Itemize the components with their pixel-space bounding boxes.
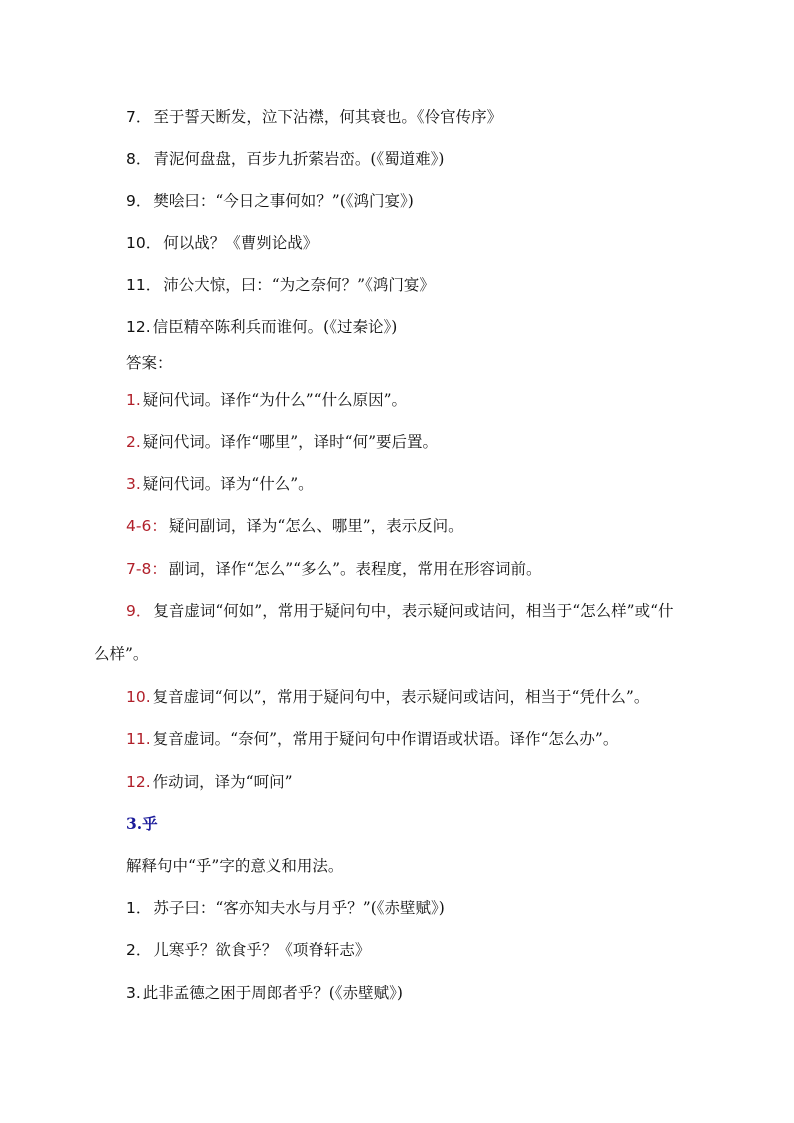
question-line xyxy=(126,190,414,212)
question-number: 3. xyxy=(126,984,141,1002)
question-text: 何以战？《曹刿论战》 xyxy=(163,234,319,252)
question-text: 至于誓天断发，泣下沾襟，何其衰也。《伶官传序》 xyxy=(153,108,503,126)
answer-line xyxy=(126,389,407,411)
answer-number: 3. xyxy=(126,475,141,493)
question-text: 苏子曰：“客亦知夫水与月乎？”(《赤壁赋》) xyxy=(153,899,445,917)
answer-number: 4-6： xyxy=(126,517,167,535)
question-number: 8． xyxy=(126,150,152,168)
question-line xyxy=(126,939,370,961)
question-line xyxy=(126,982,403,1004)
question-number: 1． xyxy=(126,899,152,917)
answer-text: 复音虚词“何如”，常用于疑问句中，表示疑问或诘问，相当于“怎么样”或“什 xyxy=(153,602,674,620)
answer-line xyxy=(126,558,542,580)
question-number: 2． xyxy=(126,941,152,959)
question-text: 樊哙曰：“今日之事何如？”(《鸿门宴》) xyxy=(153,192,414,210)
question-text: 此非孟德之困于周郎者乎？(《赤壁赋》) xyxy=(142,984,403,1002)
answer-text: 么样”。 xyxy=(94,645,149,663)
answer-number: 12. xyxy=(126,773,151,791)
answer-label: 答案： xyxy=(126,354,173,372)
answer-line xyxy=(126,431,438,453)
answer-number: 2. xyxy=(126,433,141,451)
answer-line xyxy=(126,686,649,708)
question-line xyxy=(126,897,445,919)
answer-text: 作动词，译为“呵问” xyxy=(152,773,293,791)
question-line xyxy=(126,148,444,170)
answer-line xyxy=(126,728,618,750)
answer-line-continuation xyxy=(94,643,148,665)
instruction-text: 解释句中“乎”字的意义和用法。 xyxy=(126,857,344,875)
answer-number: 7-8： xyxy=(126,560,167,578)
answer-line xyxy=(126,600,674,622)
answer-text: 复音虚词。“奈何”，常用于疑问句中作谓语或状语。译作“怎么办”。 xyxy=(152,730,619,748)
answer-number: 11. xyxy=(126,730,151,748)
question-text: 儿寒乎？欲食乎？《项脊轩志》 xyxy=(153,941,371,959)
answer-text: 疑问代词。译作“哪里”，译时“何”要后置。 xyxy=(142,433,438,451)
question-number: 11． xyxy=(126,276,162,294)
question-text: 信臣精卒陈利兵而谁何。(《过秦论》) xyxy=(152,318,398,336)
question-line xyxy=(126,316,397,338)
answer-number: 1. xyxy=(126,391,141,409)
question-line xyxy=(126,106,502,128)
answer-line xyxy=(126,515,464,537)
answer-number: 9． xyxy=(126,602,152,620)
answer-text: 复音虚词“何以”，常用于疑问句中，表示疑问或诘问，相当于“凭什么”。 xyxy=(152,688,650,706)
question-number: 10． xyxy=(126,234,162,252)
answer-text: 疑问代词。译为“什么”。 xyxy=(142,475,314,493)
answer-line xyxy=(126,473,314,495)
answer-number: 10. xyxy=(126,688,151,706)
question-text: 青泥何盘盘，百步九折萦岩峦。(《蜀道难》) xyxy=(153,150,445,168)
question-number: 12. xyxy=(126,318,151,336)
question-number: 7． xyxy=(126,108,152,126)
section-heading: 3.乎 xyxy=(126,814,158,833)
question-line xyxy=(126,232,318,254)
answer-text: 疑问代词。译作“为什么”“什么原因”。 xyxy=(142,391,407,409)
question-number: 9． xyxy=(126,192,152,210)
question-line xyxy=(126,274,435,296)
question-text: 沛公大惊，曰：“为之奈何？”《鸿门宴》 xyxy=(163,276,435,294)
answer-text: 副词，译作“怎么”“多么”。表程度，常用在形容词前。 xyxy=(168,560,542,578)
answer-text: 疑问副词，译为“怎么、哪里”，表示反问。 xyxy=(168,517,464,535)
answer-line xyxy=(126,771,293,793)
